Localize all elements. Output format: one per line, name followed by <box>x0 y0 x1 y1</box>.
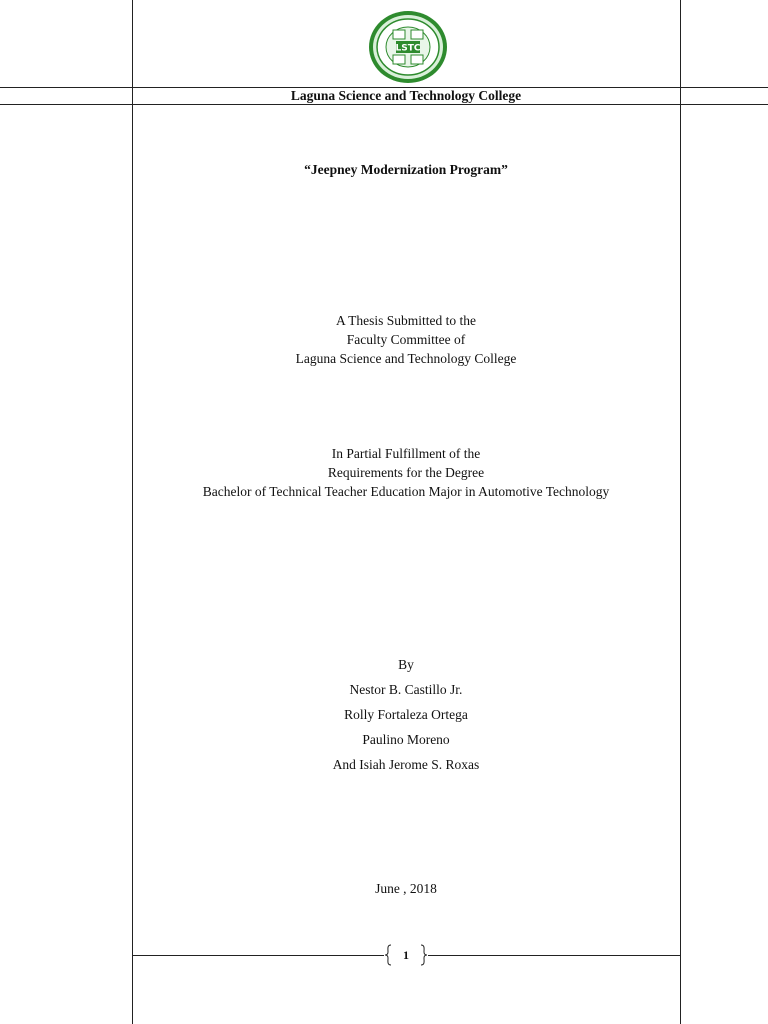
footer-rule-left <box>132 955 384 956</box>
author-name: Rolly Fortaleza Ortega <box>344 707 468 722</box>
author-name: And Isiah Jerome S. Roxas <box>332 757 480 772</box>
page-number <box>384 944 428 966</box>
author-name: Nestor B. Castillo Jr. <box>349 682 463 697</box>
header-rule-bottom <box>0 104 768 105</box>
left-margin-line <box>132 0 133 1024</box>
fulfillment-statement <box>132 444 680 501</box>
authors-by: By <box>398 657 414 672</box>
authors-list <box>132 652 680 777</box>
logo-text: LSTC <box>395 43 421 54</box>
college-seal-logo <box>368 10 448 84</box>
fulfillment-line: In Partial Fulfillment of the <box>331 446 481 461</box>
fulfillment-line: Requirements for the Degree <box>327 465 485 480</box>
page-number-text: 1 <box>403 948 409 962</box>
right-margin-line <box>680 0 681 1024</box>
footer-rule-right <box>428 955 680 956</box>
fulfillment-line: Bachelor of Technical Teacher Education Major in Automotive Technology <box>202 484 610 499</box>
submission-date: June , 2018 <box>375 881 437 896</box>
institution-name: Laguna Science and Technology College <box>290 88 522 103</box>
author-name: Paulino Moreno <box>362 732 450 747</box>
right-brace-icon <box>420 944 428 966</box>
thesis-title: “Jeepney Modernization Program” <box>304 162 508 177</box>
submission-line: Laguna Science and Technology College <box>295 351 517 366</box>
left-brace-icon <box>384 944 392 966</box>
submission-statement <box>132 311 680 368</box>
submission-line: A Thesis Submitted to the <box>335 313 476 328</box>
submission-line: Faculty Committee of <box>346 332 466 347</box>
